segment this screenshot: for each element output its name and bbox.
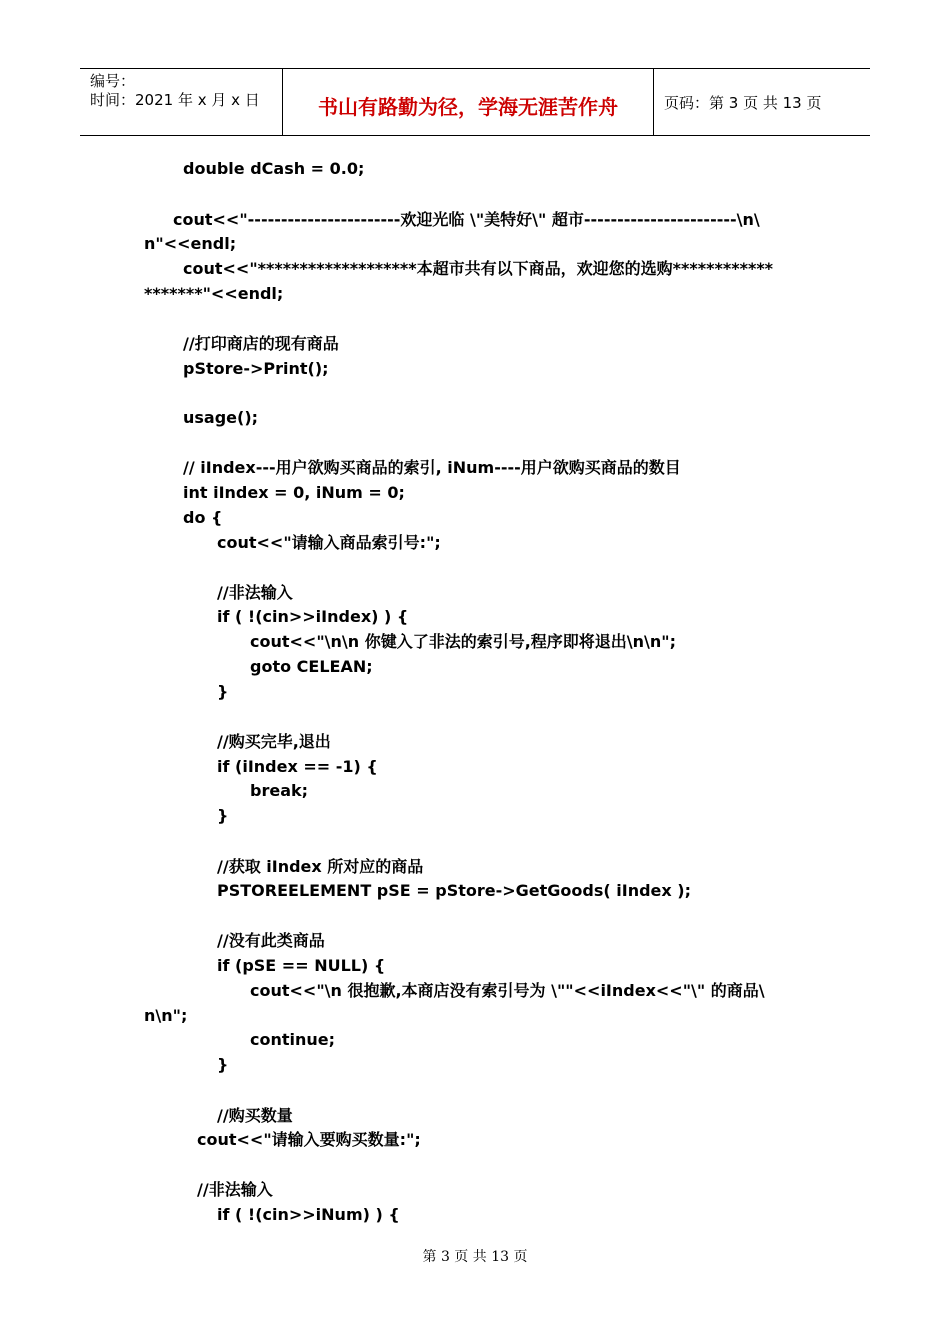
code-line: n"<<endl; (144, 234, 237, 253)
code-comment: //非法输入 (217, 583, 293, 602)
code-line: } (217, 806, 229, 825)
code-line: cout<<"请输入商品索引号:"; (217, 533, 441, 552)
code-comment: //购买数量 (217, 1106, 293, 1125)
code-line: pStore->Print(); (183, 359, 329, 378)
header-page-info: 页码：第 3 页 共 13 页 (664, 94, 822, 112)
page-footer: 第 3 页 共 13 页 (422, 1249, 528, 1265)
code-line: if (iIndex == -1) { (217, 757, 378, 776)
code-line: n\n"; (144, 1006, 188, 1025)
code-line: cout<<"*******************本超市共有以下商品，欢迎您的选购************ (183, 259, 774, 278)
code-line: cout<<"请输入要购买数量:"; (197, 1130, 421, 1149)
header-left-cell (80, 69, 282, 135)
code-line: do { (183, 508, 223, 527)
code-line: if ( !(cin>>iNum) ) { (217, 1205, 400, 1224)
code-line: if (pSE == NULL) { (217, 956, 386, 975)
code-line: double dCash = 0.0; (183, 159, 365, 178)
code-comment: // iIndex---用户欲购买商品的索引, iNum----用户欲购买商品的数目 (183, 458, 681, 477)
code-comment: //获取 iIndex 所对应的商品 (217, 857, 424, 876)
code-line: } (217, 1055, 229, 1074)
code-line: } (217, 682, 229, 701)
code-comment: //非法输入 (197, 1180, 273, 1199)
header-motto: 书山有路勤为径，学海无涯苦作舟 (318, 95, 618, 119)
code-line: cout<<"\n 很抱歉,本商店没有索引号为 \""<<iIndex<<"\" 的商品\ (250, 981, 765, 1000)
code-line: if ( !(cin>>iIndex) ) { (217, 607, 409, 626)
code-line: continue; (250, 1030, 336, 1049)
code-line: int iIndex = 0, iNum = 0; (183, 483, 405, 502)
document-time-label: 时间：2021 年 x 月 x 日 (90, 91, 260, 109)
document-number-label: 编号： (90, 72, 136, 90)
code-line: *******"<<endl; (144, 284, 284, 303)
code-line: cout<<"-----------------------欢迎光临 \"美特好\" 超市-----------------------\n\ (173, 210, 760, 229)
code-line: cout<<"\n\n 你键入了非法的索引号,程序即将退出\n\n"; (250, 632, 676, 651)
code-line: break; (250, 781, 309, 800)
code-comment: //购买完毕,退出 (217, 732, 331, 751)
code-comment: //没有此类商品 (217, 931, 325, 950)
code-line: PSTOREELEMENT pSE = pStore->GetGoods( iIndex ); (217, 881, 691, 900)
header-middle-cell (282, 69, 654, 135)
code-comment: //打印商店的现有商品 (183, 334, 339, 353)
code-line: usage(); (183, 408, 259, 427)
code-line: goto CELEAN; (250, 657, 373, 676)
document-header (80, 68, 870, 136)
header-right-cell (654, 69, 870, 135)
